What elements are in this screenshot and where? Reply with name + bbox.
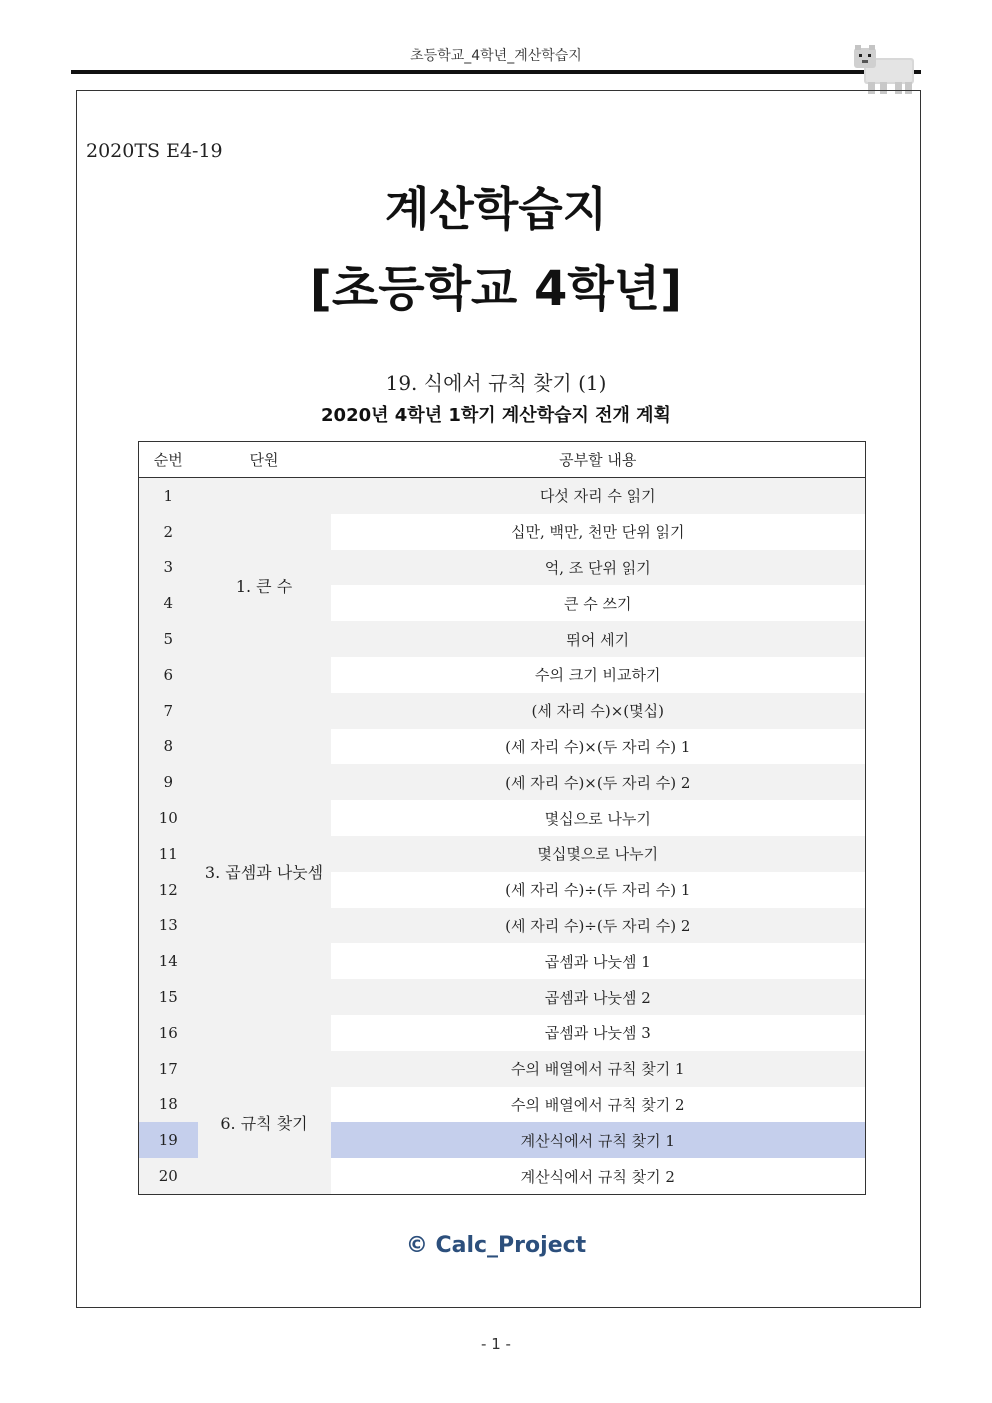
curriculum-table — [138, 441, 866, 1195]
row-number: 17 — [139, 1051, 198, 1087]
unit-cell: 6. 규칙 찾기 — [198, 1051, 331, 1195]
column-header-unit: 단원 — [198, 442, 331, 478]
row-number: 20 — [139, 1158, 198, 1194]
unit-cell: 3. 곱셈과 나눗셈 — [198, 693, 331, 1051]
table-body — [139, 478, 866, 1195]
title-line-2: [초등학교 4학년] — [309, 261, 683, 317]
plan-title: 2020년 4학년 1학기 계산학습지 전개 계획 — [321, 405, 671, 426]
row-number: 6 — [139, 657, 198, 693]
row-content: 곱셈과 나눗셈 2 — [331, 979, 866, 1015]
row-content: 곱셈과 나눗셈 1 — [331, 943, 866, 979]
row-number: 3 — [139, 550, 198, 586]
row-content: (세 자리 수)×(두 자리 수) 1 — [331, 729, 866, 765]
row-content: 뛰어 세기 — [331, 621, 866, 657]
row-content: 큰 수 쓰기 — [331, 585, 866, 621]
table-header-row — [139, 442, 866, 478]
row-content: 억, 조 단위 읽기 — [331, 550, 866, 586]
row-number: 1 — [139, 478, 198, 514]
running-header: 초등학교_4학년_계산학습지 — [410, 48, 582, 64]
row-number: 18 — [139, 1087, 198, 1123]
column-header-content: 공부할 내용 — [331, 442, 866, 478]
table-row — [139, 693, 866, 729]
page-number: - 1 - — [481, 1335, 511, 1353]
row-number: 14 — [139, 943, 198, 979]
polar-bear-icon — [850, 44, 918, 96]
row-number: 10 — [139, 800, 198, 836]
row-number: 12 — [139, 872, 198, 908]
row-content: 곱셈과 나눗셈 3 — [331, 1015, 866, 1051]
row-content: 수의 배열에서 규칙 찾기 2 — [331, 1087, 866, 1123]
row-number: 4 — [139, 585, 198, 621]
table-row — [139, 1051, 866, 1087]
row-content: 계산식에서 규칙 찾기 1 — [331, 1122, 866, 1158]
column-header-number: 순번 — [139, 442, 198, 478]
row-number: 11 — [139, 836, 198, 872]
lesson-title: 19. 식에서 규칙 찾기 (1) — [385, 371, 607, 395]
row-number: 19 — [139, 1122, 198, 1158]
row-number: 15 — [139, 979, 198, 1015]
document-code: 2020TS E4-19 — [86, 140, 223, 162]
unit-cell: 1. 큰 수 — [198, 478, 331, 693]
row-number: 8 — [139, 729, 198, 765]
row-content: 수의 크기 비교하기 — [331, 657, 866, 693]
row-number: 5 — [139, 621, 198, 657]
row-content: 수의 배열에서 규칙 찾기 1 — [331, 1051, 866, 1087]
row-number: 16 — [139, 1015, 198, 1051]
row-number: 9 — [139, 764, 198, 800]
row-content: (세 자리 수)×(몇십) — [331, 693, 866, 729]
row-content: 십만, 백만, 천만 단위 읽기 — [331, 514, 866, 550]
row-content: 계산식에서 규칙 찾기 2 — [331, 1158, 866, 1194]
row-content: (세 자리 수)÷(두 자리 수) 2 — [331, 908, 866, 944]
copyright: © Calc_Project — [405, 1233, 587, 1258]
row-number: 13 — [139, 908, 198, 944]
title-line-1: 계산학습지 — [384, 182, 608, 236]
row-content: 몇십으로 나누기 — [331, 800, 866, 836]
table-row — [139, 478, 866, 514]
header-rule — [71, 70, 921, 74]
row-content: 다섯 자리 수 읽기 — [331, 478, 866, 514]
row-content: 몇십몇으로 나누기 — [331, 836, 866, 872]
row-content: (세 자리 수)÷(두 자리 수) 1 — [331, 872, 866, 908]
row-number: 7 — [139, 693, 198, 729]
row-number: 2 — [139, 514, 198, 550]
row-content: (세 자리 수)×(두 자리 수) 2 — [331, 764, 866, 800]
